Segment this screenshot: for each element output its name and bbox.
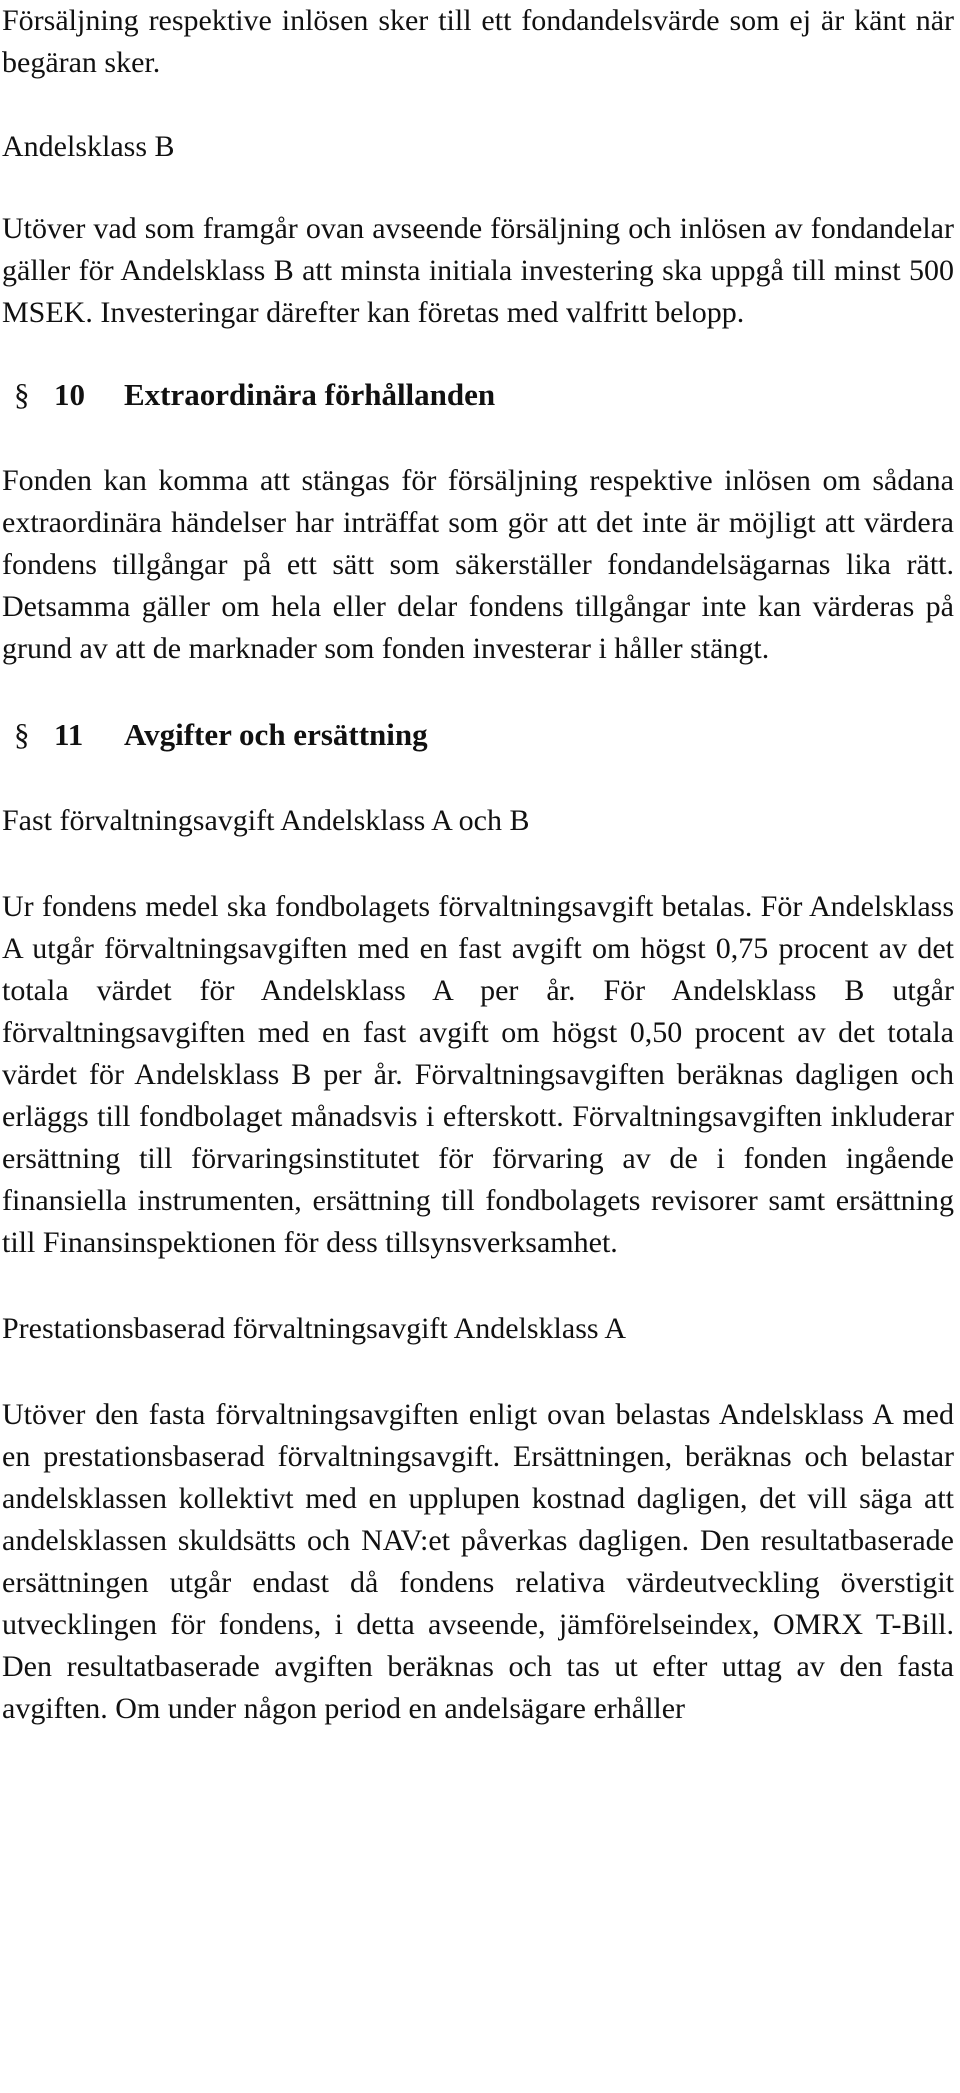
section-number: 10	[54, 377, 85, 412]
section-symbol: §	[14, 377, 30, 412]
paragraph-class-b: Utöver vad som framgår ovan avseende försäljning och inlösen av fondandelar gäller för Andelsklass B att minsta initiala investering ska uppgå till minst 500 MSEK. Investeringar därefter kan företas med valfritt belopp.	[2, 212, 954, 329]
section-10-heading	[2, 374, 954, 416]
section-title: Avgifter och ersättning	[124, 717, 428, 752]
paragraph-fixed-fee: Ur fondens medel ska fondbolagets förvaltningsavgift betalas. För Andelsklass A utgår förvaltningsavgiften med en fast avgift om högst 0,75 procent av det totala värdet för Andelsklass A per år. För Andelsklass B utgår förvaltningsavgiften med en fast avgift om högst 0,50 procent av det totala värdet för Andelsklass B per år. Förvaltningsavgiften beräknas dagligen och erläggs till fondbolaget månadsvis i efterskott. Förvaltningsavgiften inkluderar ersättning till förvaringsinstitutet för förvaring av de i fonden ingående finansiella instrumenten, ersättning till fondbolagets revisorer samt ersättning till Finansinspektionen för dess tillsynsverksamhet.	[2, 890, 954, 1259]
subheading-fixed-fee: Fast förvaltningsavgift Andelsklass A och B	[2, 804, 530, 837]
paragraph-sales-redemption: Försäljning respektive inlösen sker till ett fondandelsvärde som ej är känt när begäran sker.	[2, 4, 954, 79]
section-symbol: §	[14, 717, 30, 752]
subheading-performance-fee: Prestationsbaserad förvaltningsavgift Andelsklass A	[2, 1312, 627, 1345]
paragraph-extraordinary: Fonden kan komma att stängas för försäljning respektive inlösen om sådana extraordinära händelser har inträffat som gör att det inte är möjligt att värdera fondens tillgångar på ett sätt som säkerställer fondandelsägarnas lika rätt. Detsamma gäller om hela eller delar fondens tillgångar inte kan värderas på grund av att de marknader som fonden investerar i håller stängt.	[2, 464, 954, 665]
subheading-class-b: Andelsklass B	[2, 130, 175, 163]
section-title: Extraordinära förhållanden	[124, 377, 496, 412]
section-number: 11	[54, 717, 84, 752]
paragraph-performance-fee: Utöver den fasta förvaltningsavgiften enligt ovan belastas Andelsklass A med en prestationsbaserad förvaltningsavgift. Ersättningen, beräknas och belastar andelsklassen kollektivt med en upplupen kostnad dagligen, det vill säga att andelsklassen skuldsätts och NAV:et påverkas dagligen. Den resultatbaserade ersättningen utgår endast då fondens relativa värdeutveckling överstigit utvecklingen för fondens, i detta avseende, jämförelseindex, OMRX T-Bill. Den resultatbaserade avgiften beräknas och tas ut efter uttag av den fasta avgiften. Om under någon period en andelsägare erhåller	[2, 1398, 954, 1725]
section-11-heading	[2, 714, 954, 756]
